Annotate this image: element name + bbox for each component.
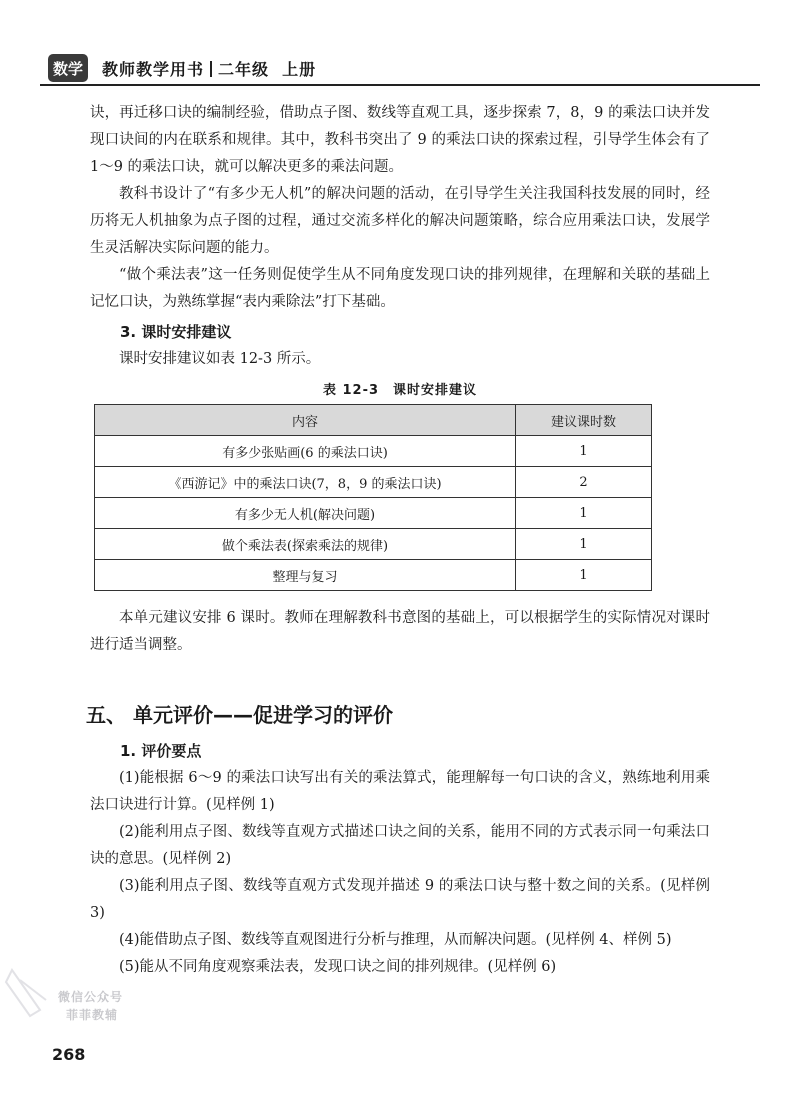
table-cell-hours: 1 bbox=[516, 560, 652, 591]
table-header-content: 内容 bbox=[95, 405, 516, 436]
table-cell-hours: 1 bbox=[516, 436, 652, 467]
table-cell-content: 有多少无人机(解决问题) bbox=[95, 498, 516, 529]
table-cell-hours: 1 bbox=[516, 529, 652, 560]
table-header-row bbox=[95, 405, 652, 436]
paragraph-continued: 诀，再迁移口诀的编制经验，借助点子图、数线等直观工具，逐步探索 7，8，9 的乘法口诀并发现口诀间的内在联系和规律。其中，教科书突出了 9 的乘法口诀的探索过程，引导学生体会有了 1～9 的乘法口诀，就可以解决更多的乘法问题。 bbox=[90, 105, 710, 175]
page-number: 268 bbox=[52, 1045, 86, 1064]
table-row bbox=[95, 498, 652, 529]
paragraph: “做个乘法表”这一任务则促使学生从不同角度发现口诀的排列规律，在理解和关联的基础上记忆口诀，为熟练掌握“表内乘除法”打下基础。 bbox=[90, 267, 710, 310]
watermark-line1: 微信公众号 bbox=[58, 990, 124, 1004]
table-cell-content: 做个乘法表(探索乘法的规律) bbox=[95, 529, 516, 560]
header-title bbox=[102, 57, 316, 80]
table-cell-hours: 2 bbox=[516, 467, 652, 498]
schedule-intro: 课时安排建议如表 12-3 所示。 bbox=[119, 351, 321, 367]
volume-label: 上册 bbox=[282, 60, 317, 79]
grade-label: 二年级 bbox=[218, 60, 270, 79]
table-row bbox=[95, 467, 652, 498]
evaluation-point: (5)能从不同角度观察乘法表，发现口诀之间的排列规律。(见样例 6) bbox=[119, 959, 557, 975]
table-cell-content: 整理与复习 bbox=[95, 560, 516, 591]
evaluation-point: (1)能根据 6～9 的乘法口诀写出有关的乘法算式，能理解每一句口诀的含义，熟练地利用乘法口诀进行计算。(见样例 1) bbox=[90, 770, 710, 813]
table-row bbox=[95, 529, 652, 560]
math-logo bbox=[48, 52, 88, 84]
header-separator bbox=[210, 61, 212, 77]
table-row bbox=[95, 436, 652, 467]
watermark-line2: 菲菲教辅 bbox=[66, 1008, 119, 1022]
schedule-table bbox=[94, 404, 652, 591]
sub-heading-evaluation-points: 1. 评价要点 bbox=[120, 742, 202, 760]
table-caption: 表 12-3 课时安排建议 bbox=[322, 383, 478, 398]
logo-text: 数学 bbox=[52, 60, 84, 78]
section-heading-evaluation: 五、 单元评价——促进学习的评价 bbox=[86, 703, 393, 727]
watermark-graphic bbox=[0, 960, 60, 1030]
table-header-hours: 建议课时数 bbox=[516, 405, 652, 436]
evaluation-point: (3)能利用点子图、数线等直观方式发现并描述 9 的乘法口诀与整十数之间的关系。(见样例 3) bbox=[90, 878, 710, 921]
paragraph: 教科书设计了“有多少无人机”的解决问题的活动，在引导学生关注我国科技发展的同时，经历将无人机抽象为点子图的过程，通过交流多样化的解决问题策略，综合应用乘法口诀，发展学生灵活解决实际问题的能力。 bbox=[90, 186, 710, 256]
table-row bbox=[95, 560, 652, 591]
watermark bbox=[0, 960, 140, 1030]
table-cell-content: 《西游记》中的乘法口诀(7，8，9 的乘法口诀) bbox=[95, 467, 516, 498]
page-header bbox=[40, 46, 760, 86]
schedule-note: 本单元建议安排 6 课时。教师在理解教科书意图的基础上，可以根据学生的实际情况对课时进行适当调整。 bbox=[90, 610, 710, 653]
evaluation-point: (4)能借助点子图、数线等直观图进行分析与推理，从而解决问题。(见样例 4、样例 5) bbox=[119, 932, 672, 948]
table-cell-content: 有多少张贴画(6 的乘法口诀) bbox=[95, 436, 516, 467]
table-cell-hours: 1 bbox=[516, 498, 652, 529]
evaluation-point: (2)能利用点子图、数线等直观方式描述口诀之间的关系，能用不同的方式表示同一句乘法口诀的意思。(见样例 2) bbox=[90, 824, 710, 867]
header-rule bbox=[40, 84, 760, 86]
book-title: 教师教学用书 bbox=[102, 60, 205, 79]
section-heading-schedule: 3. 课时安排建议 bbox=[120, 323, 232, 341]
page-content bbox=[86, 100, 710, 981]
